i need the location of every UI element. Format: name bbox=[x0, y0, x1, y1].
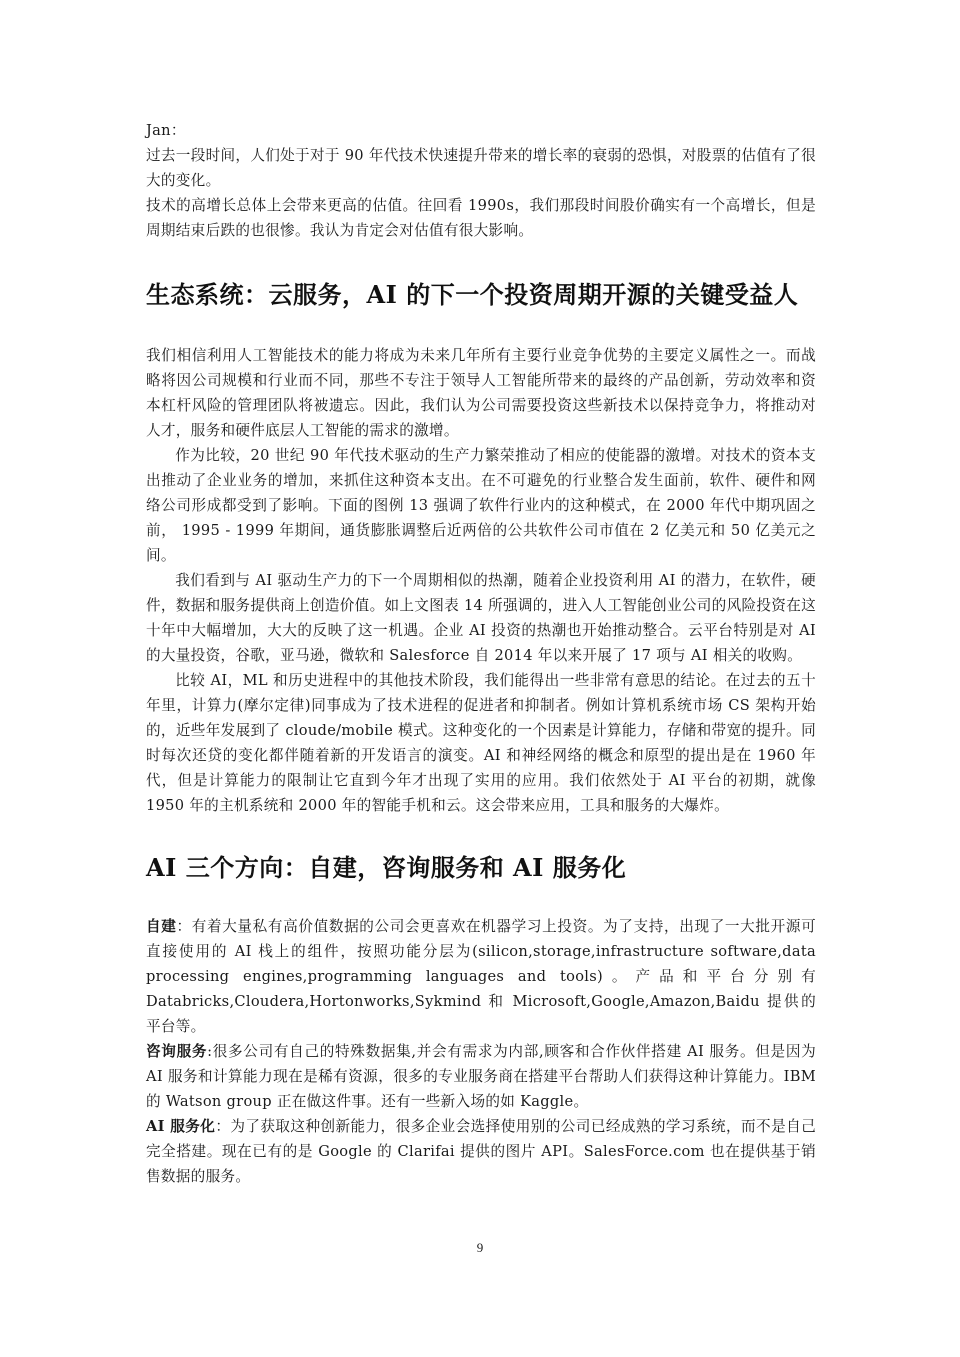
direction-item-aiaas bbox=[146, 1114, 816, 1189]
section1-paragraph-3: 我们看到与 AI 驱动生产力的下一个周期相似的热潮，随着企业投资利用 AI 的潜力，在软件，硬件，数据和服务提供商上创造价值。如上文图表 14 所强调的，进入人工智能创业公司的风险投资在这十年中大幅增加，大大的反映了这一机遇。企业 AI 投资的热潮也开始推动整合。云平台特别是对 AI 的大量投资，谷歌，亚马逊，微软和 Salesforce 自 2014 年以来开展了 17 项与 AI 相关的收购。 bbox=[146, 572, 816, 664]
section1-paragraph-4: 比较 AI，ML 和历史进程中的其他技术阶段，我们能得出一些非常有意思的结论。在过去的五十年里，计算力(摩尔定律)同事成为了技术进程的促进者和抑制者。例如计算机系统市场 CS 架构开始的，近些年发展到了 cloude/mobile 模式。这种变化的一个因素是计算能力，存储和带宽的提升。同时每次还贷的变化都伴随着新的开发语言的演变。AI 和神经网络的概念和原型的提出是在 1960 年代，但是计算能力的限制让它直到今年才出现了实用的应用。我们依然处于 AI 平台的初期，就像 1950 年的主机系统和 2000 年的智能手机和云。这会带来应用，工具和服务的大爆炸。 bbox=[146, 672, 816, 814]
section1-paragraph-1: 我们相信利用人工智能技术的能力将成为未来几年所有主要行业竞争优势的主要定义属性之一。而战略将因公司规模和行业而不同，那些不专注于领导人工智能所带来的最终的产品创新，劳动效率和资本杠杆风险的管理团队将被遗忘。因此，我们认为公司需要投资这些新技术以保持竞争力，将推动对人才，服务和硬件底层人工智能的需求的激增。 bbox=[146, 347, 816, 439]
direction-text-build: ：有着大量私有高价值数据的公司会更喜欢在机器学习上投资。为了支持，出现了一大批开源可直接使用的 AI 栈上的组件，按照功能分层为(silicon,storage,infrastructure software,data processing engines,programming languages and tools)。产品和平台分别有 Databricks,Cloudera,Hortonworks,Sykmind 和 Microsoft,Google,Amazon,Baidu 提供的平台等。 bbox=[146, 918, 816, 1035]
direction-lead-aiaas: AI 服务化 bbox=[146, 1118, 216, 1135]
direction-text-consulting: :很多公司有自己的特殊数据集,并会有需求为内部,顾客和合作伙伴搭建 AI 服务。但是因为 AI 服务和计算能力现在是稀有资源，很多的专业服务商在搭建平台帮助人们获得这种计算能力。IBM 的 Watson group 正在做这件事。还有一些新入场的如 Kaggle。 bbox=[146, 1043, 817, 1110]
section-heading-ecosystem: 生态系统：云服务，AI 的下一个投资周期开源的关键受益人 bbox=[146, 280, 799, 309]
direction-item-build bbox=[146, 914, 816, 1039]
page-number: 9 bbox=[476, 1240, 484, 1255]
section1-paragraph-2: 作为比较，20 世纪 90 年代技术驱动的生产力繁荣推动了相应的使能器的激增。对技术的资本支出推动了企业业务的增加，来抓住这种资本支出。在不可避免的行业整合发生面前，软件、硬件和网络公司形成都受到了影响。下面的图例 13 强调了软件行业内的这种模式，在 2000 年代中期巩固之前， 1995 - 1999 年期间，通货膨胀调整后近两倍的公共软件公司市值在 2 亿美元和 50 亿美元之间。 bbox=[146, 447, 816, 564]
direction-item-consulting bbox=[146, 1039, 816, 1114]
direction-text-aiaas: ：为了获取这种创新能力，很多企业会选择使用别的公司已经成熟的学习系统，而不是自己完全搭建。现在已有的是 Google 的 Clarifai 提供的图片 API。SalesForce.com 也在提供基于销售数据的服务。 bbox=[146, 1118, 816, 1185]
direction-lead-build: 自建 bbox=[146, 918, 177, 935]
intro-paragraph-speaker: Jan： bbox=[146, 122, 186, 139]
section-heading-ai-directions: AI 三个方向：自建，咨询服务和 AI 服务化 bbox=[146, 853, 627, 882]
document-page bbox=[146, 118, 816, 1189]
intro-paragraph-1: 过去一段时间，人们处于对于 90 年代技术快速提升带来的增长率的衰弱的恐惧，对股票的估值有了很大的变化。 bbox=[146, 147, 816, 189]
intro-paragraph-2: 技术的高增长总体上会带来更高的估值。往回看 1990s，我们那段时间股价确实有一个高增长，但是周期结束后跌的也很惨。我认为肯定会对估值有很大影响。 bbox=[146, 197, 816, 239]
direction-lead-consulting: 咨询服务 bbox=[146, 1043, 208, 1060]
